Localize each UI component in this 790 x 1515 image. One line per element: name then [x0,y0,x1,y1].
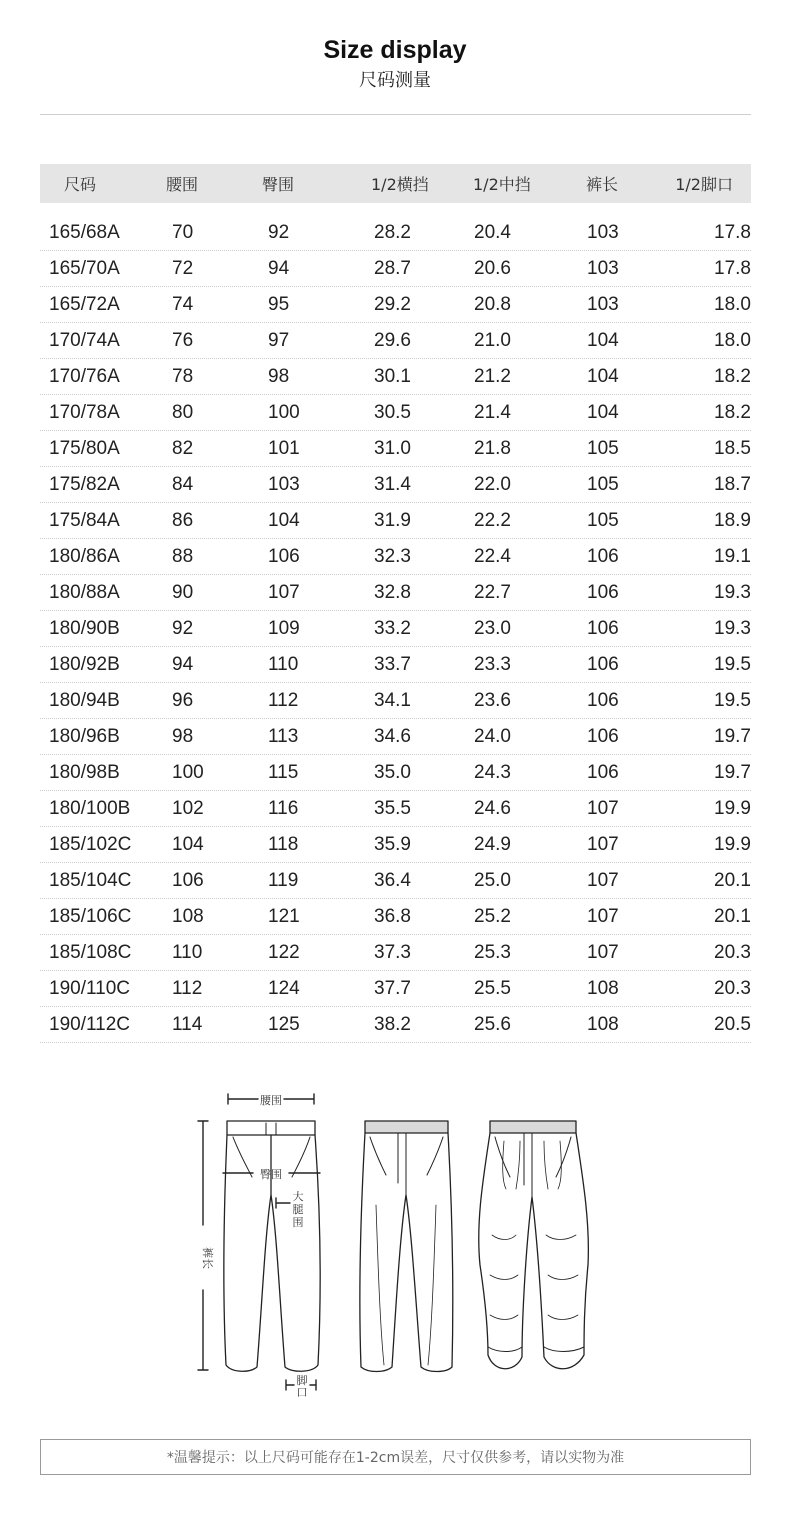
table-cell: 100 [172,761,204,783]
table-cell: 96 [172,689,194,711]
table-cell: 170/76A [49,365,120,387]
table-cell: 18.2 [714,401,751,423]
column-header: 臀围 [262,175,295,194]
table-cell: 22.7 [474,581,511,603]
table-cell: 170/78A [49,401,120,423]
table-cell: 104 [268,509,300,531]
table-cell: 165/68A [49,221,120,243]
table-row [40,287,751,323]
table-cell: 108 [172,905,204,927]
table-cell: 21.2 [474,365,511,387]
table-cell: 94 [268,257,290,279]
table-row [40,539,751,575]
table-cell: 118 [268,833,299,855]
page-subtitle: 尺码测量 [359,70,431,91]
table-cell: 29.6 [374,329,411,351]
table-cell: 106 [587,545,619,567]
table-cell: 107 [587,797,619,819]
table-cell: 180/98B [49,761,120,783]
table-cell: 106 [587,725,619,747]
table-cell: 20.1 [714,905,751,927]
table-cell: 86 [172,509,194,531]
table-cell: 107 [268,581,300,603]
table-cell: 74 [172,293,194,315]
table-cell: 106 [587,761,619,783]
table-row [40,395,751,431]
table-cell: 106 [587,617,619,639]
table-cell: 95 [268,293,290,315]
table-cell: 90 [172,581,194,603]
table-cell: 82 [172,437,194,459]
table-cell: 20.4 [474,221,511,243]
table-row [40,611,751,647]
table-cell: 35.9 [374,833,411,855]
table-cell: 106 [172,869,204,891]
table-cell: 175/82A [49,473,120,495]
table-cell: 19.7 [714,761,751,783]
table-cell: 109 [268,617,300,639]
table-cell: 122 [268,941,300,963]
table-cell: 113 [268,725,299,747]
table-row [40,971,751,1007]
table-cell: 106 [587,689,619,711]
table-cell: 94 [172,653,194,675]
table-cell: 103 [587,293,619,315]
table-cell: 105 [587,509,619,531]
table-cell: 35.5 [374,797,411,819]
table-cell: 180/86A [49,545,120,567]
table-cell: 119 [268,869,299,891]
table-cell: 180/90B [49,617,120,639]
table-cell: 19.9 [714,833,751,855]
table-cell: 18.7 [714,473,751,495]
table-cell: 107 [587,833,619,855]
table-cell: 114 [172,1013,203,1035]
table-header [40,164,751,203]
table-cell: 175/84A [49,509,120,531]
table-cell: 180/88A [49,581,120,603]
table-cell: 185/108C [49,941,132,963]
table-cell: 20.8 [474,293,511,315]
table-cell: 25.6 [474,1013,511,1035]
table-cell: 107 [587,905,619,927]
table-row [40,1007,751,1043]
thigh-label-3: 围 [292,1216,304,1229]
table-cell: 30.1 [374,365,411,387]
table-row [40,719,751,755]
pants-front-view [360,1121,453,1372]
table-cell: 34.6 [374,725,411,747]
table-cell: 19.3 [714,617,751,639]
table-cell: 35.0 [374,761,411,783]
table-cell: 124 [268,977,300,999]
table-cell: 104 [172,833,204,855]
table-cell: 24.9 [474,833,511,855]
table-cell: 180/94B [49,689,120,711]
table-cell: 98 [172,725,194,747]
table-cell: 92 [172,617,194,639]
table-cell: 33.7 [374,653,411,675]
size-table [40,164,751,1043]
column-header: 尺码 [64,175,97,194]
table-cell: 18.0 [714,293,751,315]
table-cell: 106 [587,581,619,603]
table-cell: 18.0 [714,329,751,351]
table-cell: 104 [587,365,619,387]
table-cell: 112 [268,689,299,711]
column-header: 1/2横挡 [371,175,429,194]
table-cell: 88 [172,545,194,567]
length-label: 裤长 [201,1247,214,1269]
table-cell: 24.0 [474,725,511,747]
table-cell: 101 [268,437,300,459]
table-cell: 23.3 [474,653,511,675]
table-row [40,791,751,827]
table-cell: 30.5 [374,401,411,423]
table-cell: 105 [587,473,619,495]
table-cell: 100 [268,401,300,423]
table-cell: 92 [268,221,290,243]
table-cell: 170/74A [49,329,120,351]
table-cell: 25.5 [474,977,511,999]
page-title: Size display [323,36,467,64]
table-cell: 23.0 [474,617,511,639]
table-cell: 19.5 [714,689,751,711]
table-cell: 105 [587,437,619,459]
table-cell: 25.2 [474,905,511,927]
table-row [40,899,751,935]
table-row [40,755,751,791]
table-row [40,863,751,899]
table-cell: 72 [172,257,194,279]
table-row [40,647,751,683]
table-cell: 180/92B [49,653,120,675]
table-cell: 21.0 [474,329,511,351]
table-cell: 102 [172,797,204,819]
table-cell: 190/112C [49,1013,130,1035]
table-cell: 37.7 [374,977,411,999]
thigh-measure-arrow [276,1198,290,1208]
table-cell: 175/80A [49,437,120,459]
table-cell: 107 [587,941,619,963]
table-cell: 37.3 [374,941,411,963]
table-cell: 103 [587,221,619,243]
hip-label: 臀围 [260,1168,282,1181]
table-cell: 19.7 [714,725,751,747]
table-cell: 25.0 [474,869,511,891]
table-cell: 19.5 [714,653,751,675]
table-cell: 28.7 [374,257,411,279]
table-cell: 116 [268,797,299,819]
table-cell: 80 [172,401,194,423]
length-measure-arrow [198,1121,208,1370]
table-row [40,683,751,719]
table-cell: 17.8 [714,221,751,243]
table-cell: 18.5 [714,437,751,459]
table-cell: 97 [268,329,290,351]
table-cell: 121 [268,905,300,927]
table-row [40,827,751,863]
table-row [40,935,751,971]
table-row [40,431,751,467]
table-body [40,215,751,1043]
table-cell: 19.1 [714,545,751,567]
table-cell: 25.3 [474,941,511,963]
table-row [40,215,751,251]
table-cell: 185/106C [49,905,132,927]
column-header: 腰围 [166,175,199,194]
table-cell: 112 [172,977,203,999]
pants-front-measure [224,1121,320,1371]
table-cell: 31.0 [374,437,411,459]
pants-gathered-view [479,1121,589,1369]
table-cell: 20.5 [714,1013,751,1035]
table-cell: 34.1 [374,689,411,711]
thigh-label-1: 大 [292,1190,304,1203]
table-cell: 18.9 [714,509,751,531]
table-cell: 106 [587,653,619,675]
table-cell: 78 [172,365,194,387]
divider [40,114,751,115]
waist-label: 腰围 [260,1094,282,1107]
column-header: 1/2脚口 [675,175,733,194]
table-cell: 17.8 [714,257,751,279]
table-cell: 19.3 [714,581,751,603]
table-cell: 103 [268,473,300,495]
table-cell: 33.2 [374,617,411,639]
table-cell: 38.2 [374,1013,411,1035]
table-cell: 24.6 [474,797,511,819]
table-cell: 20.6 [474,257,511,279]
table-cell: 125 [268,1013,300,1035]
table-cell: 18.2 [714,365,751,387]
table-cell: 29.2 [374,293,411,315]
table-row [40,503,751,539]
table-cell: 31.4 [374,473,411,495]
table-cell: 108 [587,977,619,999]
table-cell: 36.4 [374,869,411,891]
column-header: 1/2中挡 [473,175,531,194]
table-cell: 180/96B [49,725,120,747]
table-cell: 190/110C [49,977,130,999]
table-cell: 36.8 [374,905,411,927]
table-row [40,575,751,611]
table-cell: 23.6 [474,689,511,711]
table-cell: 185/104C [49,869,132,891]
table-row [40,467,751,503]
table-cell: 84 [172,473,194,495]
table-cell: 110 [172,941,203,963]
table-cell: 31.9 [374,509,411,531]
table-cell: 22.2 [474,509,511,531]
table-cell: 98 [268,365,290,387]
table-cell: 22.4 [474,545,511,567]
table-cell: 165/70A [49,257,120,279]
table-cell: 24.3 [474,761,511,783]
table-cell: 185/102C [49,833,132,855]
table-cell: 107 [587,869,619,891]
table-cell: 32.8 [374,581,411,603]
disclaimer-note: *温馨提示：以上尺码可能存在1-2cm误差，尺寸仅供参考，请以实物为准 [40,1439,751,1475]
table-row [40,323,751,359]
table-cell: 20.1 [714,869,751,891]
table-cell: 180/100B [49,797,131,819]
table-cell: 103 [587,257,619,279]
table-cell: 32.3 [374,545,411,567]
table-cell: 20.3 [714,977,751,999]
table-cell: 106 [268,545,300,567]
table-cell: 115 [268,761,299,783]
table-cell: 165/72A [49,293,120,315]
pants-measurement-diagram [180,1085,610,1405]
table-cell: 70 [172,221,194,243]
table-cell: 104 [587,401,619,423]
table-row [40,359,751,395]
hem-label-1: 脚 [296,1374,308,1387]
table-cell: 108 [587,1013,619,1035]
table-cell: 110 [268,653,299,675]
column-header: 裤长 [586,175,619,194]
table-cell: 76 [172,329,194,351]
table-cell: 104 [587,329,619,351]
table-cell: 22.0 [474,473,511,495]
hem-label-2: 口 [296,1386,308,1399]
table-row [40,251,751,287]
thigh-label-2: 腿 [292,1203,304,1216]
table-cell: 21.8 [474,437,511,459]
table-cell: 19.9 [714,797,751,819]
table-cell: 21.4 [474,401,511,423]
table-cell: 20.3 [714,941,751,963]
table-cell: 28.2 [374,221,411,243]
